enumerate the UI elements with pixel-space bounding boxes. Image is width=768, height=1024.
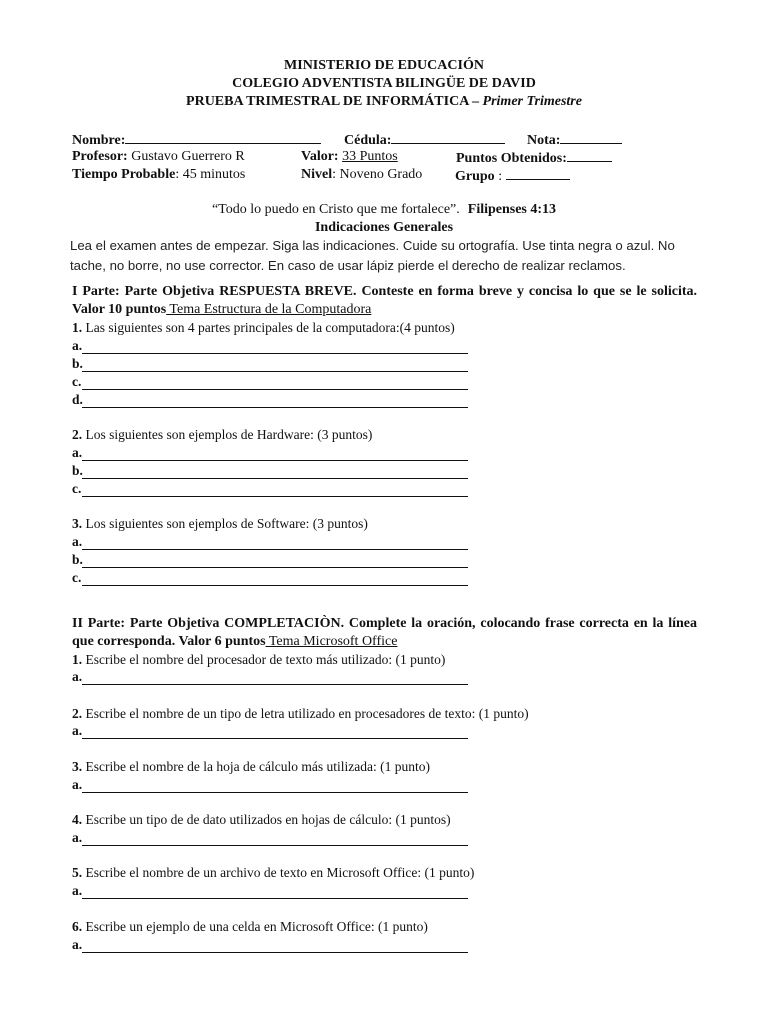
cedula-field[interactable]: Cédula:: [344, 130, 505, 150]
quote-text: “Todo lo puedo en Cristo que me fortalece”.: [211, 202, 460, 217]
part1-heading: I Parte: Parte Objetiva RESPUESTA BREVE. Conteste en forma breve y concisa lo que se le solicita. Valor 10 puntos Tema Estructura de la Computadora: [72, 284, 697, 317]
puntos-obtenidos-field[interactable]: Puntos Obtenidos:: [456, 148, 612, 168]
nota-field[interactable]: Nota:: [527, 130, 622, 150]
bible-quote: [0, 201, 768, 219]
nombre-field[interactable]: Nombre:: [72, 130, 321, 150]
question-2-6: 6. Escribe un ejemplo de una celda en Microsoft Office: (1 punto): [72, 919, 428, 934]
school-name: COLEGIO ADVENTISTA BILINGÜE DE DAVID: [232, 76, 536, 91]
question-2-1: 1. Escribe el nombre del procesador de texto más utilizado: (1 punto): [72, 652, 446, 667]
tiempo-info: Tiempo Probable: 45 minutos: [72, 167, 246, 182]
question-2-5: 5. Escribe el nombre de un archivo de texto en Microsoft Office: (1 punto): [72, 865, 475, 880]
ministry-title: MINISTERIO DE EDUCACIÓN: [284, 58, 484, 73]
term-label: Primer Trimestre: [482, 94, 582, 109]
part1-tema: Tema Estructura de la Computadora: [166, 302, 372, 317]
part2-tema: Tema Microsoft Office: [265, 634, 398, 649]
nivel-info: Nivel: Noveno Grado: [301, 167, 423, 182]
general-instructions-title: Indicaciones Generales: [314, 220, 454, 235]
question-1-3: 3. Los siguientes son ejemplos de Software: (3 puntos): [72, 516, 368, 531]
question-1-1: 1. Las siguientes son 4 partes principales de la computadora:(4 puntos): [72, 320, 455, 335]
valor-info: Valor: 33 Puntos: [301, 149, 398, 164]
exam-title: PRUEBA TRIMESTRAL DE INFORMÁTICA – Primer Trimestre: [186, 94, 582, 109]
question-1-2: 2. Los siguientes son ejemplos de Hardware: (3 puntos): [72, 427, 373, 442]
part2-heading: II Parte: Parte Objetiva COMPLETACIÒN. Complete la oración, colocando frase correcta en la línea que corresponda. Valor 6 puntos Tema Microsoft Office: [72, 616, 697, 649]
question-2-4: 4. Escribe un tipo de de dato utilizados en hojas de cálculo: (1 puntos): [72, 812, 451, 827]
profesor-info: Profesor: Gustavo Guerrero R: [72, 149, 245, 164]
exam-page: MINISTERIO DE EDUCACIÓN COLEGIO ADVENTISTA BILINGÜE DE DAVID PRUEBA TRIMESTRAL DE INFORMÁTICA – Primer Trimestre Nombre: Cédula: Nota: Profesor: Gustavo Guerrero R Valor: 33 Puntos Puntos Obtenidos: Tiempo Probable: 45 minutos Nivel: Noveno Grado Grupo : “Todo lo puedo en Cristo que me fortalece”. Filipenses 4:13 Indicaciones Generales Lea el examen antes de empezar. Siga las indicaciones. Cuide su ortografía. Use tinta negra o azul. No tache, no borre, no use corrector. En caso de usar lápiz pierde el derecho de realizar reclamos. I Parte: Parte Objetiva RESPUESTA BREVE. Conteste en forma breve y concisa lo que se le solicita. Valor 10 puntos Tema Estructura de la Computadora 1. Las siguientes son 4 partes principales de la computadora:(4 puntos) a. b. c. d. 2. Los siguientes son ejemplos de Hardware: (3 puntos) a. b. c. 3. Los siguientes son ejemplos de Software: (3 puntos) a. b. c. II Parte: Parte Objetiva COMPLETACIÒN. Complete la oración, colocando frase correcta en la línea que corresponda. Valor 6 puntos Tema Microsoft Office 1. Escribe el nombre del procesador de texto más utilizado: (1 punto) a. 2. Escribe el nombre de un tipo de letra utilizado en procesadores de texto: (1 punto) a. 3. Escribe el nombre de la hoja de cálculo más utilizada: (1 punto) a. 4. Escribe un tipo de de dato utilizados en hojas de cálculo: (1 puntos) a. 5. Escribe el nombre de un archivo de texto en Microsoft Office: (1 punto) a. 6. Escribe un ejemplo de una celda en Microsoft Office: (1 punto) a.: [0, 0, 768, 1024]
grupo-field[interactable]: Grupo :: [455, 166, 570, 186]
question-2-3: 3. Escribe el nombre de la hoja de cálculo más utilizada: (1 punto): [72, 759, 431, 774]
general-instructions-text: Lea el examen antes de empezar. Siga las indicaciones. Cuide su ortografía. Use tinta negra o azul. No tache, no borre, no use corrector. En caso de usar lápiz pierde el derecho de realizar reclamos.: [70, 238, 675, 273]
quote-verse: Filipenses 4:13: [467, 202, 557, 217]
document-header: [0, 57, 768, 111]
question-2-2: 2. Escribe el nombre de un tipo de letra utilizado en procesadores de texto: (1 punto): [72, 706, 529, 721]
